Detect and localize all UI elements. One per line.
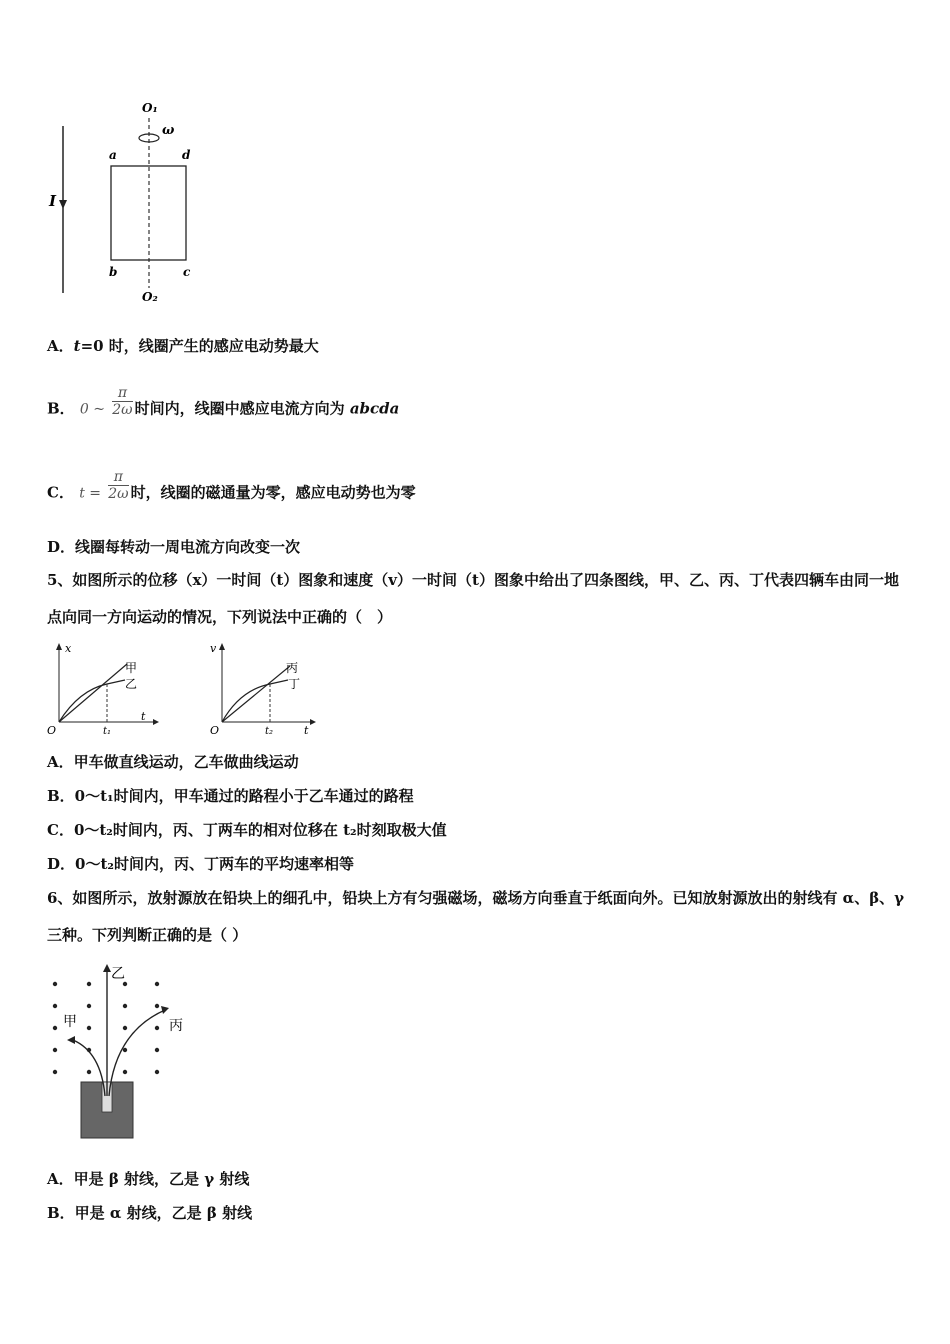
equation: t = <box>79 485 101 502</box>
q4-option-a: A．t=0 时，线圈产生的感应电动势最大 <box>47 337 319 355</box>
q5-option-b: B．0～t₁时间内，甲车通过的路程小于乙车通过的路程 <box>47 787 414 805</box>
current-arrow-icon <box>59 200 67 209</box>
svg-text:丙: 丙 <box>286 661 299 675</box>
label-b: b <box>109 265 118 279</box>
q5-option-d: D．0～t₂时间内，丙、丁两车的平均速率相等 <box>47 855 354 873</box>
svg-text:t: t <box>304 724 309 737</box>
xt-graph <box>45 642 165 737</box>
line-bing <box>222 666 290 722</box>
svg-text:甲: 甲 <box>63 1014 77 1030</box>
label-current: I <box>49 192 57 210</box>
svg-text:t: t <box>141 710 146 723</box>
q6-option-a: A．甲是 β 射线，乙是 γ 射线 <box>47 1170 250 1188</box>
q6-stem: 6、如图所示，放射源放在铅块上的细孔中，铅块上方有匀强磁场，磁场方向垂直于纸面向外。已知放射源放出的射线有 α、β、γ 三种。下列判断正确的是（ ） <box>47 889 905 944</box>
label-c: c <box>183 265 191 279</box>
label-d: d <box>182 148 191 162</box>
label-o1: O₁ <box>142 101 158 115</box>
svg-text:乙: 乙 <box>125 677 138 691</box>
svg-text:丙: 丙 <box>169 1018 183 1034</box>
svg-text:O: O <box>47 724 57 737</box>
range-start: 0 ~ <box>79 401 106 418</box>
q4-option-b: B． 0 ~ $\frac{\pi}{2\omega}$ 时间内，线圈中感应电流方向为 abcda <box>47 385 400 418</box>
q5-option-c: C．0～t₂时间内，丙、丁两车的相对位移在 t₂时刻取极大值 <box>47 821 447 839</box>
line-jia <box>59 664 127 722</box>
svg-text:t₁: t₁ <box>103 726 112 737</box>
svg-text:丁: 丁 <box>288 677 301 691</box>
q4-option-d: D．线圈每转动一周电流方向改变一次 <box>47 538 301 556</box>
svg-text:O: O <box>210 724 220 737</box>
fraction: $\frac{\pi}{2\omega}$ <box>112 385 133 418</box>
label-o2: O₂ <box>142 290 158 304</box>
curve-yi <box>59 680 125 722</box>
svg-text:乙: 乙 <box>111 966 125 982</box>
coil-figure <box>45 98 215 308</box>
radiation-figure <box>45 962 195 1142</box>
q4-option-c: C． t = $\frac{\pi}{2\omega}$ 时，线圈的磁通量为零，感应电动势也为零 <box>47 469 416 502</box>
curve-ding <box>222 680 288 722</box>
fraction: $\frac{\pi}{2\omega}$ <box>108 469 129 502</box>
label-omega: ω <box>162 123 175 138</box>
q5-stem: 5、如图所示的位移（x）一时间（t）图象和速度（v）一时间（t）图象中给出了四条图线，甲、乙、丙、丁代表四辆车由同一地点向同一方向运动的情况，下列说法中正确的（ ） <box>47 571 899 626</box>
vt-graph <box>208 642 328 737</box>
svg-text:v: v <box>210 642 217 655</box>
svg-text:t₂: t₂ <box>265 726 274 737</box>
svg-text:x: x <box>65 642 72 655</box>
q6-option-b: B．甲是 α 射线，乙是 β 射线 <box>47 1204 253 1222</box>
q5-option-a: A．甲车做直线运动，乙车做曲线运动 <box>47 753 299 771</box>
label-a: a <box>109 148 117 162</box>
svg-text:甲: 甲 <box>125 661 138 675</box>
